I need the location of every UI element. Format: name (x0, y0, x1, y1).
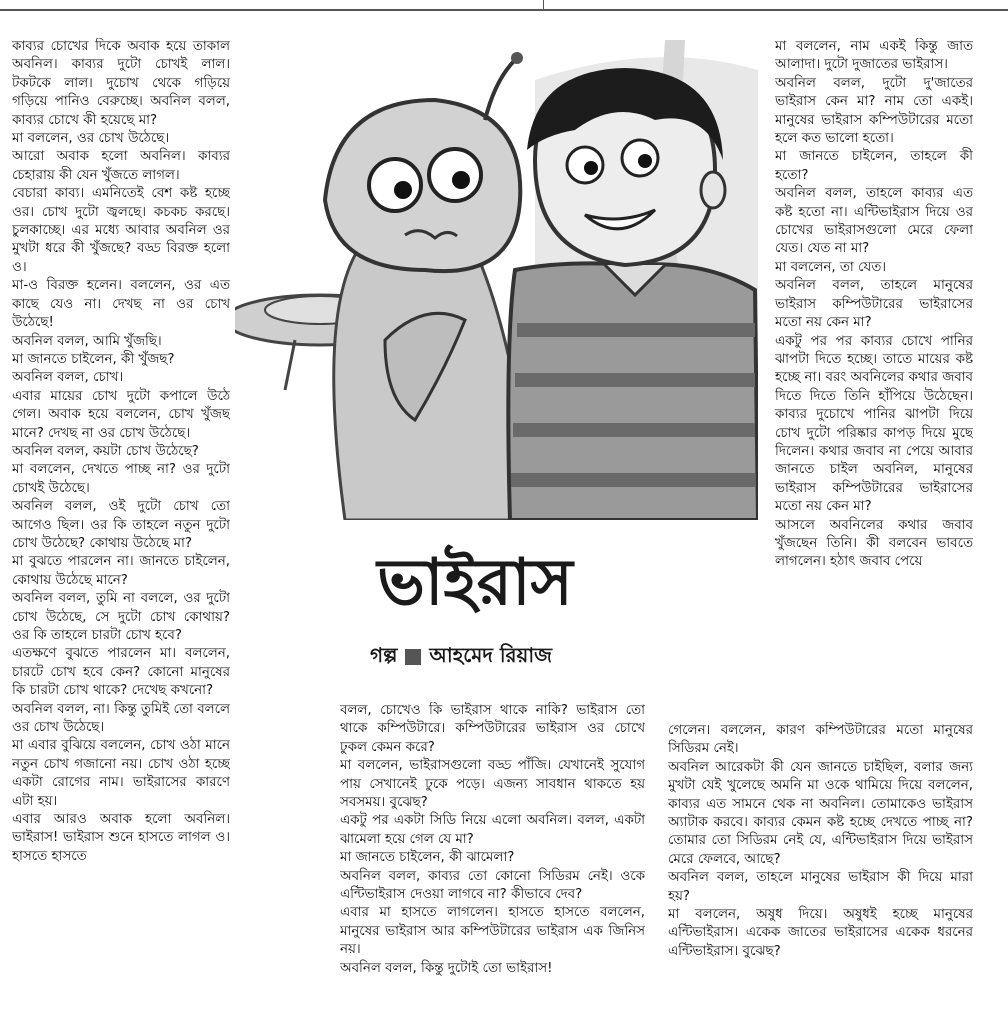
paragraph: মা জানতে চাইলেন, কী খুঁজছ? (12, 351, 175, 367)
square-bullet-icon (405, 649, 421, 665)
paragraph: অবনিল বলল, তাহলে কাব্যর এত কষ্ট হতো না। এন্টিভাইরাস দিয়ে ওর চোখের ভাইরাসগুলো মেরে ফেলা যেত। যেত না মা? (775, 186, 973, 257)
illustration-art (235, 40, 758, 520)
paragraph: বেচারা কাব্য। এমনিতেই বেশ কষ্ট হচ্ছে ওর। চোখ দুটো জ্বলছে। কচকচ করছে। চুলকাচ্ছে। এর মধ্যে আবার অবনিল ওর মুখটা ধরে কী খুঁজছে? বড্ড বিরক্ত হলো ও। (12, 186, 230, 275)
paragraph: মা বললেন, ওর চোখ উঠেছে। (12, 131, 170, 147)
paragraph: অবনিল বলল, দুটো দু'জাতের ভাইরাস কেন মা? নাম তো একই। মানুষের ভাইরাস কম্পিউটারের মতো হলে কত ভালো হতো। (775, 75, 973, 147)
header-rule-line (0, 9, 1008, 11)
paragraph: এবার আরও অবাক হলো অবনিল। ভাইরাস! ভাইরাস শুনে হাসতে লাগল ও। হাসতে হাসতে (12, 812, 230, 864)
byline-genre: গল্প (370, 642, 398, 667)
paragraph: আসলে অবনিলের কথার জবাব খুঁজছেন তিনি। কী বলবেন ভাবতে লাগলেন। হঠাৎ জবাব পেয়ে (775, 517, 973, 570)
paragraph: কাব্যর চোখের দিকে অবাক হয়ে তাকাল অবনিল। কাব্যর দুটো চোখই লাল। টকটকে লাল। দুচোখ থেকে গড়িয়ে গড়িয়ে পানিও বেরুচ্ছে। অবনিল বলল, কাব্যর চোখে কী হয়েছে মা? (12, 39, 230, 128)
paragraph: আরো অবাক হলো অবনিল। কাব্যর চেহারায় কী যেন খুঁজতে লাগল। (12, 149, 230, 183)
paragraph: মা বুঝতে পারলেন না। জানতে চাইলেন, কোথায় উঠেছে মানে? (12, 554, 230, 588)
paragraph: অবনিল বলল, তাহলে মানুষের ভাইরাস কম্পিউটারের ভাইরাসের মতো নয় কেন মা? (775, 278, 973, 331)
byline (370, 642, 630, 672)
paragraph: অবনিল বলল, চোখ। (12, 370, 124, 386)
paragraph: অবনিল বলল, আমি খুঁজছি। (12, 333, 162, 349)
paragraph: মা বললেন, তা যেত। (775, 259, 887, 275)
story-illustration (235, 40, 758, 520)
paragraph: অবনিল বলল, কাব্যর তো কোনো সিডিরম নেই। ওকে এন্টিভাইরাস দেওয়া লাগবে না? কীভাবে দেব? (340, 868, 645, 903)
story-column-2 (340, 702, 645, 1018)
paragraph: মা-ও বিরক্ত হলেন। বললেন, ওর এত কাছে যেও না। দেখছ না ওর চোখ উঠেছে! (12, 278, 230, 331)
paragraph: মা এবার বুঝিয়ে বললেন, চোখ ওঠা মানে নতুন চোখ গজানো নয়। চোখ ওঠা হচ্ছে একটা রোগের নাম। ভাইরাসের কারণে এটা হয়। (12, 738, 230, 809)
paragraph: মা জানতে চাইলেন, তাহলে কী হতো? (775, 149, 973, 183)
byline-author: আহমেদ রিয়াজ (429, 642, 553, 667)
paragraph: অবনিল বলল, ওই দুটো চোখ তো আগেও ছিল। ওর কি তাহলে নতুন দুটো চোখ উঠেছে? কোথায় উঠেছে মা? (12, 499, 230, 551)
paragraph: অবনিল বলল, কয়টা চোখ উঠেছে? (12, 443, 199, 459)
paragraph: এবার মায়ের চোখ দুটো কপালে উঠে গেল। অবাক হয়ে বললেন, চোখ খুঁজছ মানে? দেখছ না ওর চোখ উঠেছে। (12, 388, 230, 441)
paragraph: এবার মা হাসতে লাগলেন। হাসতে হাসতে বললেন, মানুষের ভাইরাস আর কম্পিউটারের ভাইরাস এক জিনিস নয়। (340, 905, 645, 958)
paragraph: অবনিল বলল, তুমি না বললে, ওর দুটো চোখ উঠেছে, সে দুটো চোখ কোথায়? ওর কি তাহলে চারটা চোখ হবে? (12, 591, 230, 643)
paragraph: এতক্ষণে বুঝতে পারলেন মা। বললেন, চারটে চোখ হবে কেন? কোনো মানুষের কি চারটা চোখ থাকে? দেখেছ কখনো? (12, 646, 230, 699)
story-title: ভাইরাস (377, 545, 573, 620)
header-rule (0, 0, 1008, 12)
paragraph: মা বললেন, ভাইরাসগুলো বড্ড পাঁজি। যেখানেই সুযোগ পায় সেখানেই ঢুকে পড়ে। এজন্য সাবধান থাকতে হয় সবসময়। বুঝেছ? (340, 758, 645, 811)
paragraph: মা বললেন, নাম একই কিন্তু জাত আলাদা। দুটো দুজাতের ভাইরাস। (775, 39, 973, 73)
paragraph: মা বললেন, দেখতে পাচ্ছ না? ওর দুটো চোখই উঠেছে। (12, 462, 230, 496)
paragraph: একটু পর পর কাব্যর চোখে পানির ঝাপটা দিতে হচ্ছে। তাতে মায়ের কষ্ট হচ্ছে না। বরং অবনিলের কথার জবাব দিতে দিতে তিনি হাঁপিয়ে উঠেছেন। কাব্যর দুচোখে পানির ঝাপটা দিয়ে চোখ দুটো পরিষ্কার কাপড় দিয়ে মুছে দিলেন। কথার জবাব না পেয়ে আবার জানতে চাইল অবনিল, মানুষের ভাইরাস কম্পিউটারের ভাইরাসের মতো নয় কেন মা? (775, 333, 973, 515)
paragraph: অবনিল আরেকটা কী যেন জানতে চাইছিল, বলার জন্য মুখটা যেই খুলেছে অমনি মা ওকে থামিয়ে দিয়ে বললেন, কাব্যর এত সামনে থেক না অবনিল। তোমাকেও ভাইরাস অ্যাটাক করবে। কাব্যর কেমন কষ্ট হচ্ছে দেখতে পাচ্ছ না? তোমার তো সিডিরম নেই যে, এন্টিভাইরাস দিয়ে ভাইরাস মেরে ফেলবে, আছে? (668, 759, 973, 867)
paragraph: অবনিল বলল, তাহলে মানুষের ভাইরাস কী দিয়ে মারা হয়? (668, 870, 973, 904)
paragraph: অবনিল বলল, কিন্তু দুটোই তো ভাইরাস! (340, 960, 553, 976)
paragraph: গেলেন। বললেন, কারণ কম্পিউটারের মতো মানুষের সিডিরম নেই। (668, 723, 973, 757)
paragraph: একটু পর একটা সিডি নিয়ে এলো অবনিল। বলল, একটা ঝামেলা হয়ে গেল যে মা? (340, 813, 645, 847)
story-column-3 (775, 38, 973, 722)
paragraph: মা জানতে চাইলেন, কী ঝামেলা? (340, 850, 515, 866)
paragraph: বলল, চোখেও কি ভাইরাস থাকে নাকি? ভাইরাস তো থাকে কম্পিউটারে। কম্পিউটারের ভাইরাস ওর চোখে ঢুকল কেমন করে? (340, 703, 645, 755)
paragraph: অবনিল বলল, না। কিন্তু তুমিই তো বললে ওর চোখ উঠেছে। (12, 701, 230, 736)
header-rule-tick (543, 0, 544, 9)
paragraph: মা বললেন, অষুধ দিয়ে। অষুধই হচ্ছে মানুষের এন্টিভাইরাস। একেক জাতের ভাইরাসের একেক ধরনের এন্টিভাইরাস। বুঝেছ? (668, 907, 973, 959)
story-column-4 (668, 722, 973, 1018)
story-column-1 (12, 38, 230, 1018)
